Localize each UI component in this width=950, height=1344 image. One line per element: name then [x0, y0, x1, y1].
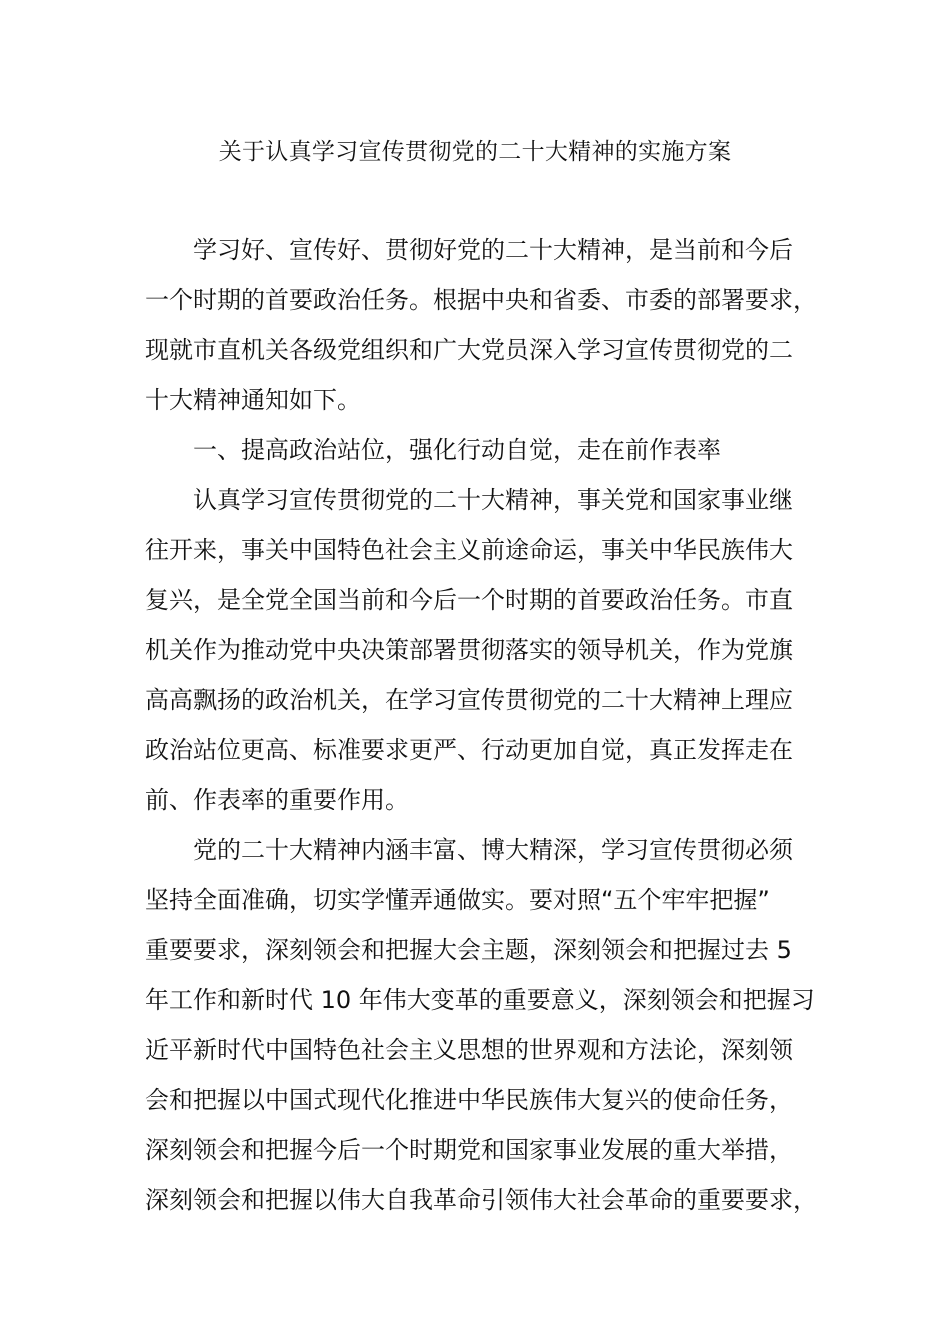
paragraph-line: 近平新时代中国特色社会主义思想的世界观和方法论，深刻领 [145, 1036, 793, 1064]
paragraph-line: 十大精神通知如下。 [145, 386, 361, 414]
paragraph-line: 机关作为推动党中央决策部署贯彻落实的领导机关，作为党旗 [145, 636, 793, 664]
paragraph-line: 高高飘扬的政治机关，在学习宣传贯彻党的二十大精神上理应 [145, 686, 793, 714]
paragraph-line: 年工作和新时代 10 年伟大变革的重要意义，深刻领会和把握习 [145, 986, 815, 1014]
paragraph-line: 现就市直机关各级党组织和广大党员深入学习宣传贯彻党的二 [145, 336, 793, 364]
paragraph-line: 深刻领会和把握以伟大自我革命引领伟大社会革命的重要要求， [145, 1186, 817, 1214]
paragraph-line: 往开来，事关中国特色社会主义前途命运，事关中华民族伟大 [145, 536, 793, 564]
section-heading: 一、提高政治站位，强化行动自觉，走在前作表率 [193, 436, 721, 464]
paragraph-line: 前、作表率的重要作用。 [145, 786, 409, 814]
paragraph-line: 会和把握以中国式现代化推进中华民族伟大复兴的使命任务， [145, 1086, 793, 1114]
paragraph-line: 坚持全面准确，切实学懂弄通做实。要对照“五个牢牢把握” [145, 886, 770, 914]
paragraph-line: 政治站位更高、标准要求更严、行动更加自觉，真正发挥走在 [145, 736, 793, 764]
paragraph-line: 复兴，是全党全国当前和今后一个时期的首要政治任务。市直 [145, 586, 793, 614]
paragraph-line: 深刻领会和把握今后一个时期党和国家事业发展的重大举措， [145, 1136, 793, 1164]
paragraph-line: 一个时期的首要政治任务。根据中央和省委、市委的部署要求， [145, 286, 817, 314]
document-title: 关于认真学习宣传贯彻党的二十大精神的实施方案 [218, 139, 732, 165]
paragraph-line: 党的二十大精神内涵丰富、博大精深，学习宣传贯彻必须 [193, 836, 793, 864]
paragraph-line: 认真学习宣传贯彻党的二十大精神，事关党和国家事业继 [193, 486, 793, 514]
paragraph-line: 重要要求，深刻领会和把握大会主题，深刻领会和把握过去 5 [145, 936, 792, 964]
paragraph-line: 学习好、宣传好、贯彻好党的二十大精神，是当前和今后 [193, 236, 793, 264]
